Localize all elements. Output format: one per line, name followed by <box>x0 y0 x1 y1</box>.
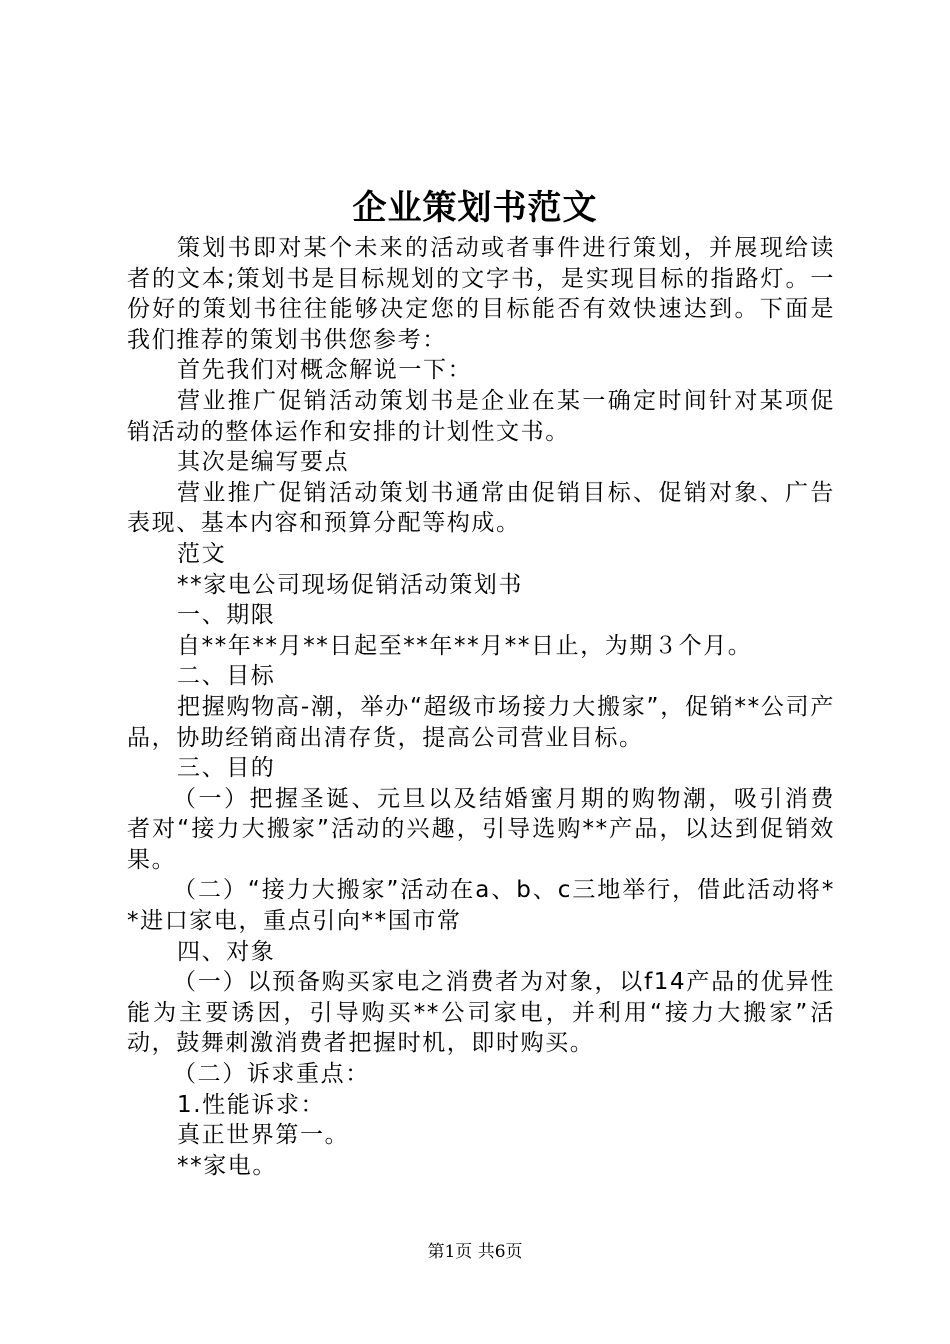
section-heading: 二、目标 <box>177 663 276 690</box>
paragraph: **家电公司现场促销活动策划书 <box>177 571 523 598</box>
paragraph: （二）“接力大搬家”活动在a、b、c三地举行，借此活动将**进口家电，重点引向**国市常 <box>127 877 835 935</box>
paragraph: 营业推广促销活动策划书是企业在某一确定时间针对某项促销活动的整体运作和安排的计划性文书。 <box>127 387 835 445</box>
paragraph: 1.性能诉求： <box>177 1091 326 1118</box>
paragraph: 营业推广促销活动策划书通常由促销目标、促销对象、广告表现、基本内容和预算分配等构成。 <box>127 479 835 537</box>
paragraph: 其次是编写要点 <box>177 449 350 476</box>
section-heading: 一、期限 <box>177 602 276 629</box>
paragraph: **家电。 <box>177 1152 277 1179</box>
paragraph: 把握购物高-潮，举办“超级市场接力大搬家”，促销**公司产品，协助经销商出清存货，提高公司营业目标。 <box>127 693 835 751</box>
section-heading: 四、对象 <box>177 938 276 965</box>
paragraph: 真正世界第一。 <box>177 1122 350 1149</box>
paragraph: 范文 <box>177 540 227 567</box>
paragraph: （一）把握圣诞、元旦以及结婚蜜月期的购物潮，吸引消费者对“接力大搬家”活动的兴趣，引导选购**产品，以达到促销效果。 <box>127 785 835 873</box>
paragraph: 策划书即对某个未来的活动或者事件进行策划，并展现给读者的文本;策划书是目标规划的文字书，是实现目标的指路灯。一份好的策划书往往能够决定您的目标能否有效快速达到。下面是我们推荐的策划书供您参考： <box>127 235 835 353</box>
paragraph: （二）诉求重点： <box>173 1061 370 1088</box>
paragraph: 首先我们对概念解说一下： <box>177 357 473 384</box>
paragraph: 自**年**月**日起至**年**月**日止，为期３个月。 <box>177 632 753 659</box>
paragraph: （一）以预备购买家电之消费者为对象，以f14产品的优异性能为主要诱因，引导购买**公司家电，并利用“接力大搬家”活动，鼓舞刺激消费者把握时机，即时购买。 <box>127 969 835 1057</box>
document-title: 企业策划书范文 <box>352 188 598 228</box>
document-body <box>127 233 835 1181</box>
page-footer: 第1页 共6页 <box>427 1242 523 1262</box>
section-heading: 三、目的 <box>177 755 276 782</box>
